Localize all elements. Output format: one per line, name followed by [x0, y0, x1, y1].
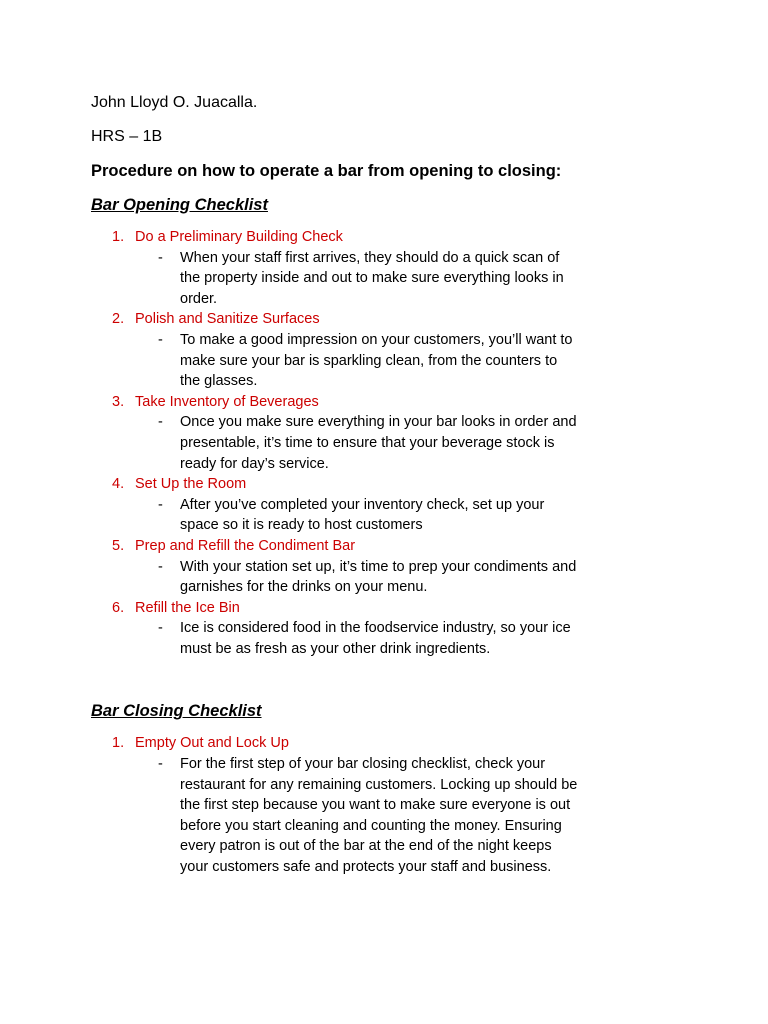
dash-bullet: - [158, 558, 163, 575]
step-description [91, 412, 580, 474]
closing-step [91, 733, 768, 877]
step-title: Do a Preliminary Building Check [135, 229, 343, 245]
step-heading [91, 309, 768, 330]
dash-bullet: - [158, 331, 163, 348]
step-heading [91, 598, 768, 619]
step-title: Polish and Sanitize Surfaces [135, 311, 320, 328]
step-heading [91, 392, 768, 413]
step-description-text: Ice is considered food in the foodservice industry, so your ice must be as fresh as your other drink ingredients. [180, 620, 571, 657]
document-heading: Procedure on how to operate a bar from opening to closing: [91, 162, 562, 180]
step-number: 4. [112, 476, 125, 493]
step-description [91, 557, 580, 598]
step-description-text: After you’ve completed your inventory check, set up your space so it is ready to host customers [180, 496, 545, 534]
step-number: 1. [112, 735, 125, 752]
opening-step [91, 392, 768, 474]
step-description [91, 495, 580, 536]
step-number: 6. [112, 599, 125, 616]
dash-bullet: - [158, 414, 163, 431]
step-title: Set Up the Room [135, 476, 247, 493]
step-title: Take Inventory of Beverages [135, 393, 319, 410]
opening-checklist [91, 227, 768, 659]
step-number: 1. [112, 229, 125, 245]
step-description-text: With your station set up, it’s time to prep your condiments and garnishes for the drinks on your menu. [180, 558, 577, 596]
closing-checklist [91, 733, 768, 877]
opening-checklist-title: Bar Opening Checklist [91, 196, 268, 214]
opening-step [91, 309, 768, 391]
step-description [91, 248, 580, 310]
course-code: HRS – 1B [91, 128, 163, 145]
opening-step [91, 474, 768, 536]
step-heading [91, 227, 768, 248]
step-number: 2. [112, 311, 125, 328]
step-title: Prep and Refill the Condiment Bar [135, 537, 356, 554]
step-heading [91, 536, 768, 557]
dash-bullet: - [158, 756, 163, 773]
step-heading [91, 733, 768, 754]
closing-checklist-title: Bar Closing Checklist [91, 702, 262, 721]
opening-step [91, 536, 768, 598]
step-description [91, 618, 580, 659]
step-title: Refill the Ice Bin [135, 599, 240, 616]
step-title: Empty Out and Lock Up [135, 735, 289, 752]
step-number: 5. [112, 537, 125, 554]
step-description-text: Once you make sure everything in your bar looks in order and presentable, it’s time to ensure that your beverage stock is ready for day’s service. [180, 414, 577, 472]
dash-bullet: - [158, 496, 163, 513]
step-description-text: To make a good impression on your customers, you’ll want to make sure your bar is sparkling clean, from the counters to the glasses. [180, 331, 573, 390]
step-description [91, 754, 580, 878]
opening-step [91, 598, 768, 660]
dash-bullet: - [158, 620, 163, 637]
step-description-text: For the first step of your bar closing checklist, check your restaurant for any remaining customers. Locking up should be the first step because you want to make sure everyone is out before you start cleaning and counting the money. Ensuring every patron is out of the bar at the end of the night keeps your customers safe and protects your staff and business. [180, 756, 578, 876]
opening-step [91, 227, 768, 309]
author-name: John Lloyd O. Juacalla. [91, 94, 258, 111]
dash-bullet: - [158, 249, 163, 266]
step-number: 3. [112, 393, 125, 410]
step-heading [91, 474, 768, 495]
step-description-text: When your staff first arrives, they should do a quick scan of the property inside and out to make sure everything looks in order. [180, 249, 564, 307]
step-description [91, 330, 580, 392]
